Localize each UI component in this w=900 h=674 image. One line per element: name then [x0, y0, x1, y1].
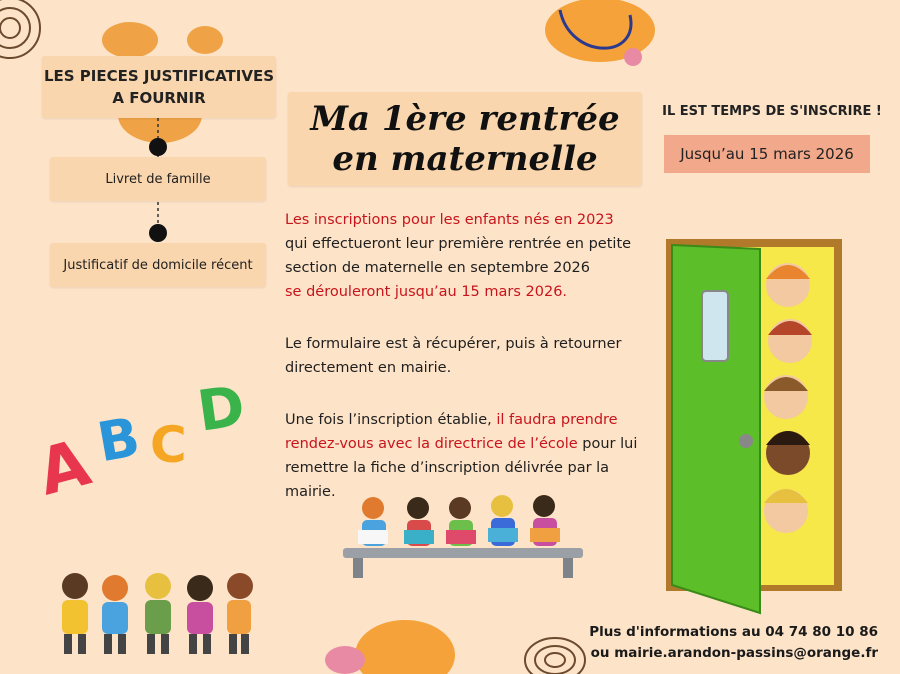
document-item-livret: Livret de famille	[50, 157, 266, 201]
paragraph-form-info	[285, 332, 665, 380]
child-figure	[102, 575, 128, 654]
documents-panel-title	[42, 56, 276, 118]
p3-start: Une fois l’inscription établie,	[285, 412, 492, 428]
child-figure	[187, 575, 213, 654]
child-reading	[358, 497, 388, 546]
abcd-letters	[30, 370, 270, 511]
p1-line4: se dérouleront jusqu’au 15 mars 2026.	[285, 284, 568, 300]
main-title-line2: en maternelle	[332, 139, 598, 179]
child-figure	[227, 573, 253, 654]
child-face	[768, 319, 812, 363]
contact-phone: Plus d'informations au 04 74 80 10 86	[589, 624, 878, 640]
letter-a: A	[30, 426, 98, 511]
blob-shape	[325, 646, 365, 674]
contact-info	[589, 622, 878, 664]
document-item-domicile: Justificatif de domicile récent	[50, 243, 266, 287]
main-title	[288, 92, 642, 186]
contact-email: ou mairie.arandon-passins@orange.fr	[590, 645, 878, 661]
p3-line3: remettre la fiche d’inscription délivrée par la	[285, 460, 610, 476]
documents-title-line1: LES PIECES JUSTIFICATIVES	[43, 67, 275, 85]
child-reading	[530, 495, 560, 546]
letter-d: D	[193, 373, 249, 445]
p3-red1: il faudra prendre	[496, 412, 618, 428]
p3-end1: pour lui	[582, 436, 638, 452]
child-figure	[145, 573, 171, 654]
main-title-line1: Ma 1ère rentrée	[310, 99, 620, 139]
paragraph-registration-info	[285, 208, 665, 304]
timeline-dot	[149, 224, 167, 242]
blob-shape	[102, 22, 158, 58]
registration-call-to-action: IL EST TEMPS DE S'INSCRIRE !	[662, 104, 882, 119]
child-reading	[488, 495, 518, 546]
bench-reading-children-illustration	[338, 490, 588, 580]
letter-b: B	[92, 405, 145, 475]
dot-shape	[624, 48, 642, 66]
deadline-badge: Jusqu’au 15 mars 2026	[664, 135, 870, 173]
p3-line2	[285, 432, 685, 456]
p1-line3: section de maternelle en septembre 2026	[285, 260, 590, 276]
child-face	[764, 375, 808, 419]
blob-shape	[355, 620, 455, 674]
door-children-illustration	[660, 235, 850, 615]
spiral-icon	[525, 638, 585, 674]
child-figure	[62, 573, 88, 654]
p2-line1: Le formulaire est à récupérer, puis à retourner	[285, 336, 622, 352]
letter-c: C	[150, 416, 187, 474]
spiral-icon	[0, 0, 40, 58]
p3-line1	[285, 408, 685, 432]
child-reading	[404, 497, 434, 546]
timeline-dot	[149, 138, 167, 156]
child-reading	[446, 497, 476, 546]
p2-line2: directement en mairie.	[285, 360, 452, 376]
p3-red2: rendez-vous avec la directrice de l’école	[285, 436, 578, 452]
documents-title-line2: A FOURNIR	[112, 89, 206, 107]
child-face	[766, 263, 810, 307]
child-face	[766, 431, 810, 475]
p1-line2: qui effectueront leur première rentrée en petite	[285, 236, 632, 252]
p1-line1: Les inscriptions pour les enfants nés en 2023	[285, 212, 614, 228]
blob-shape	[187, 26, 223, 54]
p3-line4: mairie.	[285, 484, 336, 500]
child-face	[764, 489, 808, 533]
children-illustration	[50, 568, 260, 658]
